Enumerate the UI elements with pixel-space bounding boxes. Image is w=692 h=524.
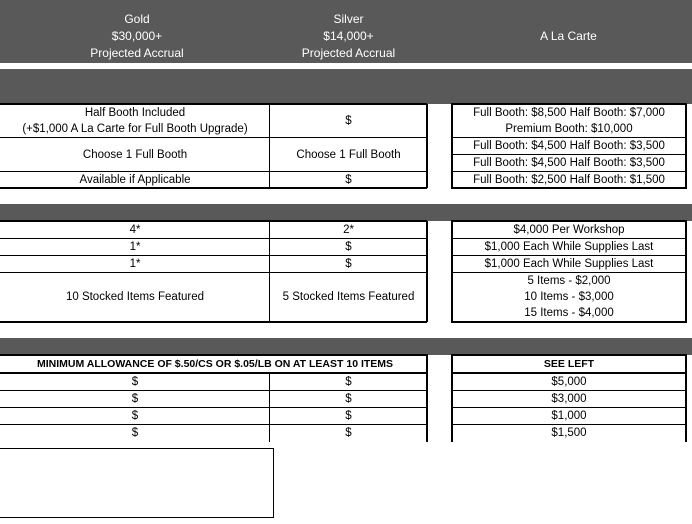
allowance-silver-1: $ xyxy=(345,376,352,388)
booth-full-price-alacarte: Full Booth: $8,500 Half Booth: $7,000 xyxy=(473,107,665,119)
allowance-silver-3: $ xyxy=(345,410,352,422)
booth-premium-price-alacarte: Premium Booth: $10,000 xyxy=(505,123,633,135)
section-band-3 xyxy=(0,338,692,355)
allowance-gold-4: $ xyxy=(131,427,139,439)
item-b-alacarte: $1,000 Each While Supplies Last xyxy=(484,258,654,270)
item-b-gold: 1* xyxy=(129,258,141,270)
allowance-gold-3: $ xyxy=(131,410,139,422)
booth-choose-silver: Choose 1 Full Booth xyxy=(296,148,401,161)
allowance-alacarte-4: $1,500 xyxy=(551,427,587,439)
item-b-silver: $ xyxy=(345,258,352,270)
silver-tier-label: Projected Accrual xyxy=(301,46,396,60)
see-left: SEE LEFT xyxy=(543,358,595,370)
stocked-15-items: 15 Items - $4,000 xyxy=(524,307,614,319)
booth-available-gold: Available if Applicable xyxy=(79,173,191,186)
allowance-gold-2: $ xyxy=(131,393,139,405)
gold-upgrade-line: (+$1,000 A La Carte for Full Booth Upgrade) xyxy=(22,123,248,135)
minimum-allowance: MINIMUM ALLOWANCE OF $.50/CS OR $.05/LB ON AT LEAST 10 ITEMS xyxy=(36,358,394,370)
gold-half-booth-line: Half Booth Included xyxy=(84,107,186,119)
item-a-alacarte: $1,000 Each While Supplies Last xyxy=(484,241,654,253)
workshop-alacarte: $4,000 Per Workshop xyxy=(513,224,625,236)
allowance-silver-4: $ xyxy=(345,427,352,439)
silver-tier-header xyxy=(270,11,427,62)
booth-price-alacarte-a: Full Booth: $4,500 Half Booth: $3,500 xyxy=(473,140,665,152)
section-band-2 xyxy=(0,204,692,221)
stocked-items-alacarte xyxy=(453,273,685,321)
allowance-alacarte-3: $1,000 xyxy=(551,410,587,422)
gold-tier-name: Gold xyxy=(124,12,150,26)
silver-tier-name: Silver xyxy=(333,12,364,26)
booth-price-alacarte-b: Full Booth: $4,500 Half Booth: $3,500 xyxy=(473,157,665,169)
notes-box xyxy=(0,448,274,518)
stocked-10-items: 10 Items - $3,000 xyxy=(524,291,614,303)
allowance-silver-2: $ xyxy=(345,393,352,405)
stocked-5-items: 5 Items - $2,000 xyxy=(527,275,611,287)
stocked-items-silver: 5 Stocked Items Featured xyxy=(282,291,415,303)
allowance-gold-1: $ xyxy=(131,376,139,388)
workshop-silver: 2* xyxy=(343,224,354,236)
gold-tier-amount: $30,000+ xyxy=(111,29,163,43)
item-a-silver: $ xyxy=(345,241,352,253)
allowance-alacarte-1: $5,000 xyxy=(551,376,587,388)
booth-price-alacarte-c: Full Booth: $2,500 Half Booth: $1,500 xyxy=(473,173,665,186)
section-band-1 xyxy=(0,69,692,104)
silver-tier-amount: $14,000+ xyxy=(323,29,374,43)
gold-tier-label: Projected Accrual xyxy=(90,46,184,60)
workshop-gold: 4* xyxy=(129,224,141,236)
gold-tier-header xyxy=(0,11,274,62)
booth-available-silver: $ xyxy=(345,173,352,186)
booth-half-gold xyxy=(0,105,270,137)
booth-choose-gold: Choose 1 Full Booth xyxy=(82,148,188,161)
allowance-alacarte-2: $3,000 xyxy=(551,393,587,405)
booth-half-silver: $ xyxy=(345,115,352,127)
alacarte-header: A La Carte xyxy=(540,29,597,43)
item-a-gold: 1* xyxy=(129,241,141,253)
stocked-items-gold: 10 Stocked Items Featured xyxy=(65,291,205,303)
